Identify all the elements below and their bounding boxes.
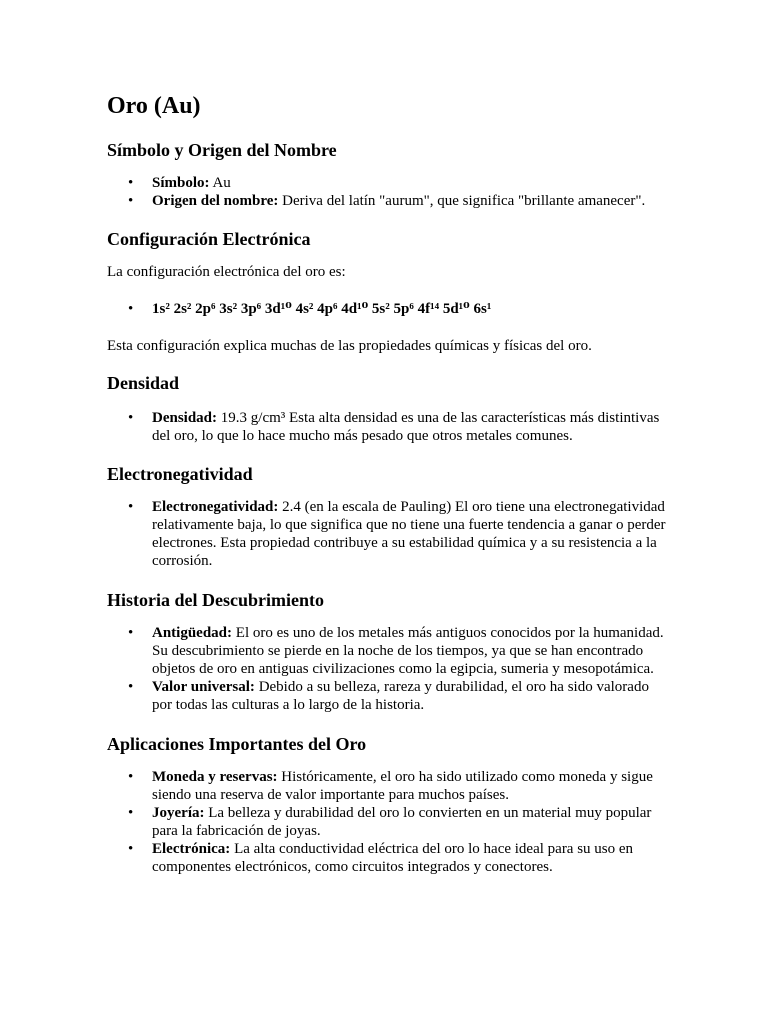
electron-config-value: 1s² 2s² 2p⁶ 3s² 3p⁶ 3d¹⁰ 4s² 4p⁶ 4d¹⁰ 5s² 5p⁶ 4f¹⁴ 5d¹⁰ 6s¹ [152, 301, 492, 317]
symbol-list [107, 174, 672, 210]
list-item-name-origin: • Origen del nombre: Deriva del latín "aurum", que significa "brillante amanecer". [107, 192, 672, 210]
applications-list [107, 768, 672, 876]
list-item-currency: • Moneda y reservas: Históricamente, el oro ha sido utilizado como moneda y sigue siendo una reserva de valor importante para muchos países. [107, 768, 672, 804]
density-list [107, 409, 672, 445]
section-heading-density: Densidad [107, 373, 180, 393]
config-intro: La configuración electrónica del oro es: [107, 264, 346, 280]
section-heading-electronegativity: Electronegatividad [107, 464, 253, 484]
list-item-density: • Densidad: 19.3 g/cm³ Esta alta densidad es una de las características más distintivas del oro, lo que lo hace mucho más pesado que otros metales comunes. [107, 409, 672, 445]
section-heading-symbol: Símbolo y Origen del Nombre [107, 140, 337, 160]
list-item-symbol: • Símbolo: Au [107, 174, 672, 192]
list-item-antiquity: • Antigüedad: El oro es uno de los metales más antiguos conocidos por la humanidad. Su descubrimiento se pierde en la noche de los tiempos, ya que se han encontrado objetos de oro en antiguas civilizaciones como la egipcia, sumeria y mesopotámica. [107, 624, 672, 678]
history-list [107, 624, 672, 714]
document-page [107, 88, 672, 876]
list-item-electron-config [107, 300, 672, 318]
section-heading-config: Configuración Electrónica [107, 229, 311, 249]
document-title: Oro (Au) [107, 93, 201, 119]
list-item-universal-value: • Valor universal: Debido a su belleza, rareza y durabilidad, el oro ha sido valorado por todas las culturas a lo largo de la historia. [107, 678, 672, 714]
section-heading-history: Historia del Descubrimiento [107, 590, 324, 610]
section-heading-applications: Aplicaciones Importantes del Oro [107, 734, 367, 754]
config-outro: Esta configuración explica muchas de las propiedades químicas y físicas del oro. [107, 338, 592, 354]
list-item-jewelry: • Joyería: La belleza y durabilidad del oro lo convierten en un material muy popular para la fabricación de joyas. [107, 804, 672, 840]
config-list [107, 300, 672, 318]
list-item-electronics: • Electrónica: La alta conductividad eléctrica del oro lo hace ideal para su uso en componentes electrónicos, como circuitos integrados y conectores. [107, 840, 672, 876]
electronegativity-list [107, 498, 672, 570]
list-item-electronegativity: • Electronegatividad: 2.4 (en la escala de Pauling) El oro tiene una electronegatividad relativamente baja, lo que significa que no tiene una fuerte tendencia a ganar o perder electrones. Esta propiedad contribuye a su estabilidad química y a su resistencia a la corrosión. [107, 498, 672, 570]
